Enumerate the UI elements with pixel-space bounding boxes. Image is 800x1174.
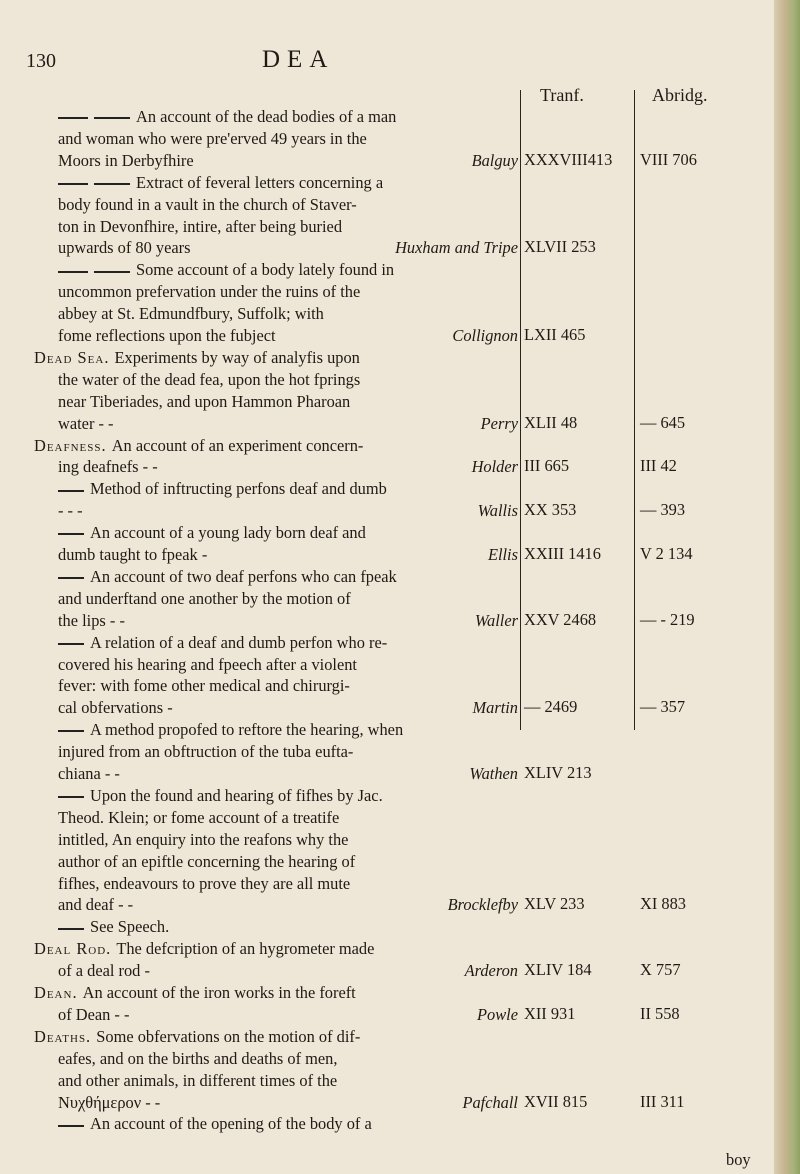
entry-text: and deaf - - — [58, 895, 134, 915]
entry-text: of Dean - - — [58, 1004, 130, 1024]
entry-line — [58, 150, 518, 171]
entry-text: and underftand one another by the motion of — [58, 588, 351, 608]
transactions-reference: XXV 2468 — [524, 609, 597, 629]
entry-line — [58, 1113, 518, 1134]
entry-text: - - - — [58, 501, 83, 521]
entry-line — [58, 654, 518, 675]
entry-line — [58, 1092, 518, 1113]
transactions-reference: XX 353 — [524, 500, 577, 520]
entry-line — [58, 281, 518, 302]
entry-text: covered his hearing and fpeech after a violent — [58, 654, 357, 674]
author-citation: Collignon — [452, 326, 518, 345]
entry-line — [58, 106, 518, 127]
entry-line — [34, 938, 518, 959]
transactions-reference: XLIV 184 — [524, 960, 592, 980]
ditto-rule — [58, 117, 88, 119]
entry-line — [58, 172, 518, 193]
author-citation: Wathen — [469, 764, 518, 783]
entry-line — [58, 610, 518, 631]
abridgment-column-header: Abridg. — [652, 85, 708, 105]
entry-line — [58, 763, 518, 784]
transactions-reference: LXII 465 — [524, 325, 586, 344]
entry-text: The defcription of an hygrometer made — [116, 939, 375, 959]
abridgment-reference: II 558 — [640, 1003, 680, 1023]
entry-line — [58, 632, 518, 653]
entry-line — [58, 719, 518, 740]
entry-text: cal obfervations - — [58, 698, 173, 718]
entry-text: Theod. Klein; or fome account of a treatife — [58, 807, 340, 827]
catchword: boy — [726, 1150, 751, 1169]
entry-line — [58, 588, 518, 609]
entry-text: injured from an obftruction of the tuba eufta- — [58, 742, 354, 762]
headword: Dead Sea. — [34, 347, 115, 367]
page-number: 130 — [26, 50, 56, 72]
abridgment-reference: III 42 — [640, 456, 677, 476]
ditto-rule — [58, 928, 84, 930]
entry-text: abbey at St. Edmundfbury, Suffolk; with — [58, 304, 324, 324]
author-citation: Martin — [472, 698, 518, 718]
entry-line — [58, 237, 518, 258]
headword: Deal Rod. — [34, 939, 117, 959]
abridgment-reference: — 357 — [640, 697, 686, 717]
entry-text: An account of the opening of the body of a — [90, 1114, 372, 1134]
entry-text: An account of the dead bodies of a man — [136, 107, 397, 126]
entry-line — [34, 347, 518, 368]
entry-text: water - - — [58, 413, 114, 433]
entry-text: An account of two deaf perfons who can fpeak — [90, 566, 397, 586]
entry-line — [58, 391, 518, 412]
transactions-reference: XLIV 213 — [524, 763, 592, 782]
entry-text: and other animals, in different times of the — [58, 1070, 338, 1090]
entry-text: See Speech. — [90, 917, 170, 937]
entry-text: ing deafnefs - - — [58, 457, 158, 477]
transactions-reference: XXXVIII413 — [524, 149, 613, 169]
entry-text: Some obfervations on the motion of dif- — [96, 1026, 361, 1046]
entry-text: A relation of a deaf and dumb perfon who re- — [90, 632, 388, 652]
entry-line — [34, 435, 518, 456]
ditto-rule — [58, 271, 88, 273]
entry-line — [58, 960, 518, 981]
author-citation: Perry — [480, 413, 518, 433]
entry-text: uncommon prefervation under the ruins of the — [58, 282, 361, 302]
entry-line — [58, 478, 518, 499]
ditto-rule — [94, 271, 130, 273]
author-citation: Arderon — [464, 961, 518, 981]
transactions-reference: XLII 48 — [524, 412, 578, 432]
ditto-rule — [94, 117, 130, 119]
entry-line — [58, 128, 518, 149]
author-citation: Waller — [474, 610, 518, 630]
running-head: DEA — [262, 46, 335, 73]
entry-line — [58, 916, 518, 937]
entry-text: fifhes, endeavours to prove they are all mute — [58, 873, 351, 893]
abridgment-reference: VIII 706 — [640, 149, 697, 169]
transactions-reference: III 665 — [524, 456, 570, 476]
entry-line — [58, 413, 518, 434]
entry-line — [58, 1004, 518, 1025]
ditto-rule — [58, 796, 84, 798]
entry-line — [58, 216, 518, 237]
entry-text: chiana - - — [58, 764, 120, 783]
transactions-reference: XII 931 — [524, 1003, 576, 1023]
author-citation: Wallis — [477, 501, 518, 521]
entry-line — [58, 325, 518, 346]
transactions-column-header: Tranf. — [540, 85, 584, 105]
transactions-reference: XVII 815 — [524, 1091, 588, 1111]
entry-text: Some account of a body lately found in — [136, 260, 395, 280]
entry-line — [58, 851, 518, 872]
entry-text: dumb taught to fpeak - — [58, 545, 208, 564]
entry-text: intitled, An enquiry into the reafons why the — [58, 829, 349, 849]
author-citation: Holder — [471, 457, 518, 477]
entry-line — [58, 697, 518, 718]
entry-text: An account of a young lady born deaf and — [90, 523, 366, 543]
entry-text: Experiments by way of analyfis upon — [114, 347, 360, 367]
entry-line — [58, 1070, 518, 1091]
abridgment-reference: — - 219 — [640, 609, 695, 629]
entry-text: and woman who were pre'erved 49 years in the — [58, 128, 367, 148]
entry-text: body found in a vault in the church of Staver- — [58, 194, 357, 214]
ditto-rule — [94, 183, 130, 185]
entry-text: fever: with fome other medical and chirurgi- — [58, 676, 350, 696]
entry-line — [58, 456, 518, 477]
entry-text: fome reflections upon the fubject — [58, 326, 276, 345]
entry-text: Νυχθήμερον - - — [58, 1092, 161, 1112]
ditto-rule — [58, 730, 84, 732]
entry-text: eafes, and on the births and deaths of men, — [58, 1048, 338, 1068]
abridgment-reference: — 645 — [640, 412, 686, 432]
entry-text: Extract of feveral letters concerning a — [136, 172, 384, 192]
entry-text: A method propofed to reftore the hearing, when — [90, 720, 404, 740]
entry-text: the lips - - — [58, 610, 125, 630]
entry-line — [58, 194, 518, 215]
entry-text: An account of the iron works in the foreft — [82, 983, 356, 1002]
author-citation: Ellis — [487, 545, 518, 564]
author-citation: Brocklefby — [447, 895, 518, 915]
abridgment-reference: XI 883 — [640, 894, 686, 914]
entry-line — [58, 566, 518, 587]
entry-line — [34, 982, 518, 1003]
ditto-rule — [58, 490, 84, 492]
entry-line — [58, 741, 518, 762]
entry-line — [58, 544, 518, 565]
entry-text: Moors in Derbyfhire — [58, 150, 194, 170]
author-citation: Huxham and Tripe — [395, 238, 518, 258]
abridgment-reference: — 393 — [640, 500, 686, 520]
abridgment-reference: X 757 — [640, 960, 681, 980]
entry-line — [58, 785, 518, 806]
transactions-reference: XXIII 1416 — [524, 544, 601, 563]
entry-line — [58, 369, 518, 390]
entry-text: near Tiberiades, and upon Hammon Pharoan — [58, 391, 351, 411]
transactions-reference: XLVII 253 — [524, 237, 596, 257]
author-citation: Powle — [477, 1004, 518, 1024]
page-edge — [774, 0, 800, 1174]
entry-line — [58, 303, 518, 324]
entry-line — [58, 500, 518, 521]
headword: Deafness. — [34, 435, 112, 455]
entry-line — [58, 894, 518, 915]
entry-line — [58, 522, 518, 543]
entry-line — [58, 259, 518, 280]
ditto-rule — [58, 643, 84, 645]
transactions-reference: XLV 233 — [524, 894, 585, 914]
ditto-rule — [58, 577, 84, 579]
entry-text: ton in Devonfhire, intire, after being buried — [58, 216, 343, 236]
ditto-rule — [58, 533, 84, 535]
entry-line — [34, 1026, 518, 1047]
entry-text: upwards of 80 years — [58, 238, 191, 258]
abridgment-reference: V 2 134 — [640, 544, 693, 563]
author-citation: Balguy — [471, 150, 518, 170]
entry-line — [58, 807, 518, 828]
ditto-rule — [58, 1125, 84, 1127]
author-citation: Pafchall — [462, 1092, 518, 1112]
entry-line — [58, 1048, 518, 1069]
ditto-rule — [58, 183, 88, 185]
headword: Dean. — [34, 983, 83, 1002]
abridgment-reference: III 311 — [640, 1091, 685, 1111]
entry-line — [58, 675, 518, 696]
entry-text: author of an epiftle concerning the hearing of — [58, 851, 356, 871]
entry-text: of a deal rod - — [58, 961, 150, 981]
entry-text: An account of an experiment concern- — [111, 435, 364, 455]
entry-line — [58, 829, 518, 850]
headword: Deaths. — [34, 1026, 97, 1046]
entry-line — [58, 873, 518, 894]
entry-text: Upon the found and hearing of fifhes by Jac. — [90, 785, 383, 805]
entry-text: Method of inftructing perfons deaf and dumb — [90, 479, 387, 499]
entry-text: the water of the dead fea, upon the hot fprings — [58, 369, 361, 389]
transactions-reference: — 2469 — [524, 697, 578, 717]
